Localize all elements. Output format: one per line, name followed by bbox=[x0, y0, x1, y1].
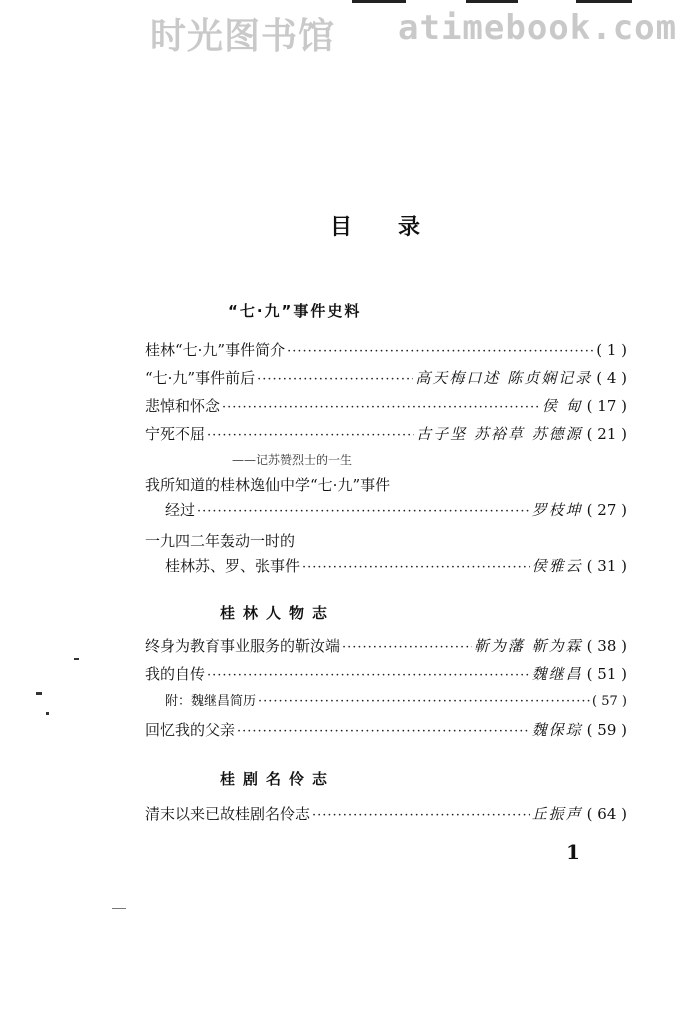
entry-page: ( 59 ) bbox=[586, 721, 627, 739]
entry-subtitle: ——记苏赞烈士的一生 bbox=[232, 453, 353, 467]
scan-speck bbox=[112, 908, 126, 909]
entry-title: 回忆我的父亲 bbox=[145, 721, 236, 739]
entry-title: 桂林“七·九”事件简介 bbox=[145, 341, 286, 359]
entry-author: 高天梅口述 陈贞娴记录 bbox=[415, 369, 593, 387]
section-heading-79-events: “七·九”事件史料 bbox=[228, 302, 362, 320]
entry-title-line1: 一九四二年轰动一时的 bbox=[145, 532, 296, 550]
dot-leader bbox=[258, 692, 590, 712]
dot-leader bbox=[287, 342, 594, 362]
dot-leader bbox=[312, 806, 530, 826]
scan-speck bbox=[36, 692, 42, 695]
entry-page: ( 1 ) bbox=[596, 341, 627, 359]
dot-leader bbox=[207, 426, 414, 446]
toc-entry[interactable] bbox=[145, 424, 627, 446]
entry-author: 侯 甸 bbox=[541, 397, 583, 415]
entry-page: ( 38 ) bbox=[586, 637, 627, 655]
dot-leader bbox=[237, 722, 530, 742]
toc-entry[interactable] bbox=[165, 500, 627, 522]
entry-title: 宁死不屈 bbox=[145, 425, 206, 443]
title-char-2: 录 bbox=[398, 215, 421, 240]
entry-title-line1: 我所知道的桂林逸仙中学“七·九”事件 bbox=[145, 476, 391, 494]
top-edge-mark bbox=[352, 0, 406, 3]
toc-entry[interactable] bbox=[145, 664, 627, 686]
title-char-1: 目 bbox=[330, 215, 353, 240]
entry-author: 古子坚 苏裕草 苏德源 bbox=[416, 425, 583, 443]
entry-author: 靳为藩 靳为霖 bbox=[473, 637, 583, 655]
section-heading-guilin-figures: 桂林人物志 bbox=[220, 604, 336, 622]
dot-leader bbox=[222, 398, 540, 418]
toc-entry[interactable] bbox=[145, 368, 627, 390]
toc-entry[interactable] bbox=[145, 396, 627, 418]
top-edge-mark bbox=[576, 0, 632, 3]
entry-title: 经过 bbox=[165, 501, 196, 519]
watermark bbox=[0, 8, 684, 56]
watermark-url: atimebook.com bbox=[398, 8, 678, 48]
toc-entry[interactable] bbox=[145, 636, 627, 658]
entry-page: ( 64 ) bbox=[586, 805, 627, 823]
entry-page: ( 17 ) bbox=[586, 397, 627, 415]
watermark-chinese: 时光图书馆 bbox=[150, 16, 336, 56]
page-title bbox=[330, 210, 420, 241]
entry-author: 魏保琮 bbox=[531, 721, 583, 739]
page-number: 1 bbox=[566, 840, 580, 864]
entry-title: 附：魏继昌简历 bbox=[165, 694, 257, 709]
entry-title: “七·九”事件前后 bbox=[145, 369, 256, 387]
entry-author: 丘振声 bbox=[531, 805, 583, 823]
toc-entry[interactable] bbox=[145, 340, 627, 362]
entry-page: ( 21 ) bbox=[586, 425, 627, 443]
entry-page: ( 51 ) bbox=[586, 665, 627, 683]
entry-author: 魏继昌 bbox=[531, 665, 583, 683]
section-heading-opera-actors: 桂剧名伶志 bbox=[220, 770, 336, 788]
entry-title: 悲悼和怀念 bbox=[145, 397, 221, 415]
dot-leader bbox=[302, 558, 530, 578]
entry-author: 侯雅云 bbox=[531, 557, 583, 575]
entry-page: ( 27 ) bbox=[586, 501, 627, 519]
entry-author: 罗枝坤 bbox=[531, 501, 583, 519]
dot-leader bbox=[197, 502, 530, 522]
scan-speck bbox=[74, 658, 79, 660]
dot-leader bbox=[257, 370, 413, 390]
entry-title: 清末以来已故桂剧名伶志 bbox=[145, 805, 311, 823]
entry-title: 我的自传 bbox=[145, 665, 206, 683]
entry-page: ( 31 ) bbox=[586, 557, 627, 575]
top-edge-mark bbox=[466, 0, 518, 3]
dot-leader bbox=[207, 666, 530, 686]
entry-title: 桂林苏、罗、张事件 bbox=[165, 557, 301, 575]
entry-page: ( 57 ) bbox=[592, 694, 627, 709]
scan-speck bbox=[46, 712, 49, 715]
entry-title: 终身为教育事业服务的靳汝端 bbox=[145, 637, 341, 655]
toc-entry[interactable] bbox=[165, 556, 627, 578]
toc-entry[interactable] bbox=[145, 804, 627, 826]
entry-page: ( 4 ) bbox=[596, 369, 627, 387]
dot-leader bbox=[342, 638, 472, 658]
toc-entry[interactable] bbox=[165, 692, 627, 712]
toc-entry[interactable] bbox=[145, 720, 627, 742]
